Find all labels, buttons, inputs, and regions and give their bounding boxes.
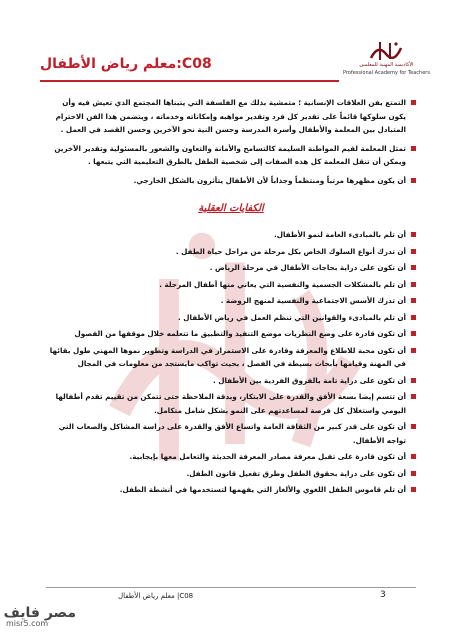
list-item: أن تلم بالمبادىء والقوانين التي تنظم العمل في رياض الأطفال . xyxy=(46,311,416,325)
course-title: C08:معلم رياض الأطفال xyxy=(40,56,212,72)
bullet-icon xyxy=(411,454,416,459)
list-item: أن تكون على دراية بحاجات الأطفال في مرحلة الرياض . xyxy=(46,261,416,275)
list-item: أن تكون على قدر كبير من الثقافة العامة واتساع الأفق والقدرة على دراسة المشاكل والصعاب التي تواجه الأطفال. xyxy=(46,420,416,447)
list-item: أن تلم بالمبادىء العامة لنمو الأطفال. xyxy=(46,228,416,242)
list-item: أن تلم بالمشكلات الجسمية والنفسية التي يعاني منها أطفال المرحلة . xyxy=(46,278,416,292)
brand-url: misr5.com xyxy=(6,619,49,628)
bullet-icon xyxy=(411,232,416,237)
page-content xyxy=(46,96,416,500)
list-item: أن تلم قاموس الطفل اللغوي والألغاز التي يفهمها لتستخدمها في أنشطة الطفل. xyxy=(46,483,416,497)
bullet-icon xyxy=(411,471,416,476)
bullet-icon xyxy=(411,378,416,383)
bullet-icon xyxy=(411,487,416,492)
list-item: أن تكون على دراية تامة بالفروق الفردية بين الأطفال . xyxy=(46,374,416,388)
footer-course-label: C08| معلم رياض الأطفال xyxy=(118,592,194,600)
list-item: أن تكون قادرة على تقبل معرفة مصادر المعرفة الحديثة والتعامل معها بإيجابية. xyxy=(46,450,416,464)
bullet-icon xyxy=(411,424,416,429)
bullet-icon xyxy=(411,348,416,353)
page-header xyxy=(40,38,434,88)
list-item: التمتع بفن العلاقات الإنسانية ؛ متمشية بذلك مع الفلسفة التي يتبناها المجتمع الذي تعيش فيه وأن يكون سلوكها قائماً على تقدير كل فرد وتقدير مواهبه وإمكاناته وخدماته ، ويتضمن هذا الفن الاحترام المتبادل بين المعلمة والأطفال وأسرة المدرسة وحسن النية نحو الآخرين وحسن القصد في العمل . xyxy=(46,96,416,137)
list-item: أن يكون مظهرها مرتباً ومنتظماً وجذاباً لأن الأطفال يتأثرون بالشكل الخارجي. xyxy=(46,174,416,188)
site-brand xyxy=(3,605,76,635)
list-item: أن تتسم إيضا بسعة الأفق والقدرة على الابتكار، وبدقة الملاحظة حتى تتمكن من تقييم تقدم أطفالها اليومي واستغلال كل فرصة لمساعدتهم على النمو بشكل شامل متكامل. xyxy=(46,390,416,417)
bullet-icon xyxy=(411,146,416,151)
bullet-icon xyxy=(411,394,416,399)
academy-logo xyxy=(339,38,434,88)
list-item: تمثل المعلمة لقيم المواطنة السليمة كالتسامح والأمانة والتعاون والشعور بالمسئولية وتقدير الآخرين ويمكن أن تنقل المعلمة كل هذه الصفات إلى شخصية الطفل بالطرق التعليمية التي يتبعها . xyxy=(46,142,416,169)
brand-arabic: مصر فايف xyxy=(3,605,76,621)
list-item: أن تكون على دراية بحقوق الطفل وطرق تفعيل قانون الطفل. xyxy=(46,467,416,481)
list-item: أن تكون محبة للاطلاع والمعرفة وقادرة على الاستمرار في الدراسة وتطوير نموها المهني طول بقائها في المهنة وقيامها بأبحاث بسيطة في الفصل ، بحيث تواكب مايستجد من معلومات في المجال xyxy=(46,344,416,371)
bullet-icon xyxy=(411,298,416,303)
bullet-icon xyxy=(411,100,416,105)
header-rule xyxy=(40,80,339,82)
logo-english-text: Professional Academy for Teachers xyxy=(343,70,430,76)
list-item: أن تدرك أنواع السلوك الخاص بكل مرحلة من مراحل حياة الطفل . xyxy=(46,245,416,259)
bullet-icon xyxy=(411,282,416,287)
page-number: 3 xyxy=(380,590,386,600)
bullet-icon xyxy=(411,315,416,320)
bullet-icon xyxy=(411,331,416,336)
logo-arabic-text: الأكاديمية المهنية للمعلمين xyxy=(359,62,414,68)
section-title: الكفايات العقلية xyxy=(198,203,264,214)
bullet-icon xyxy=(411,178,416,183)
academy-logo-icon xyxy=(368,40,404,62)
footer-rule xyxy=(46,587,416,588)
bullet-icon xyxy=(411,265,416,270)
bullet-icon xyxy=(411,249,416,254)
list-item: أن تدرك الأسس الاجتماعية والنفسية لمنهج الروضة . xyxy=(46,294,416,308)
list-item: أن تكون قادرة على وضع النظريات موضع التنفيذ والتطبيق ما تتعلمه خلال موقفها من الفصول xyxy=(46,327,416,341)
